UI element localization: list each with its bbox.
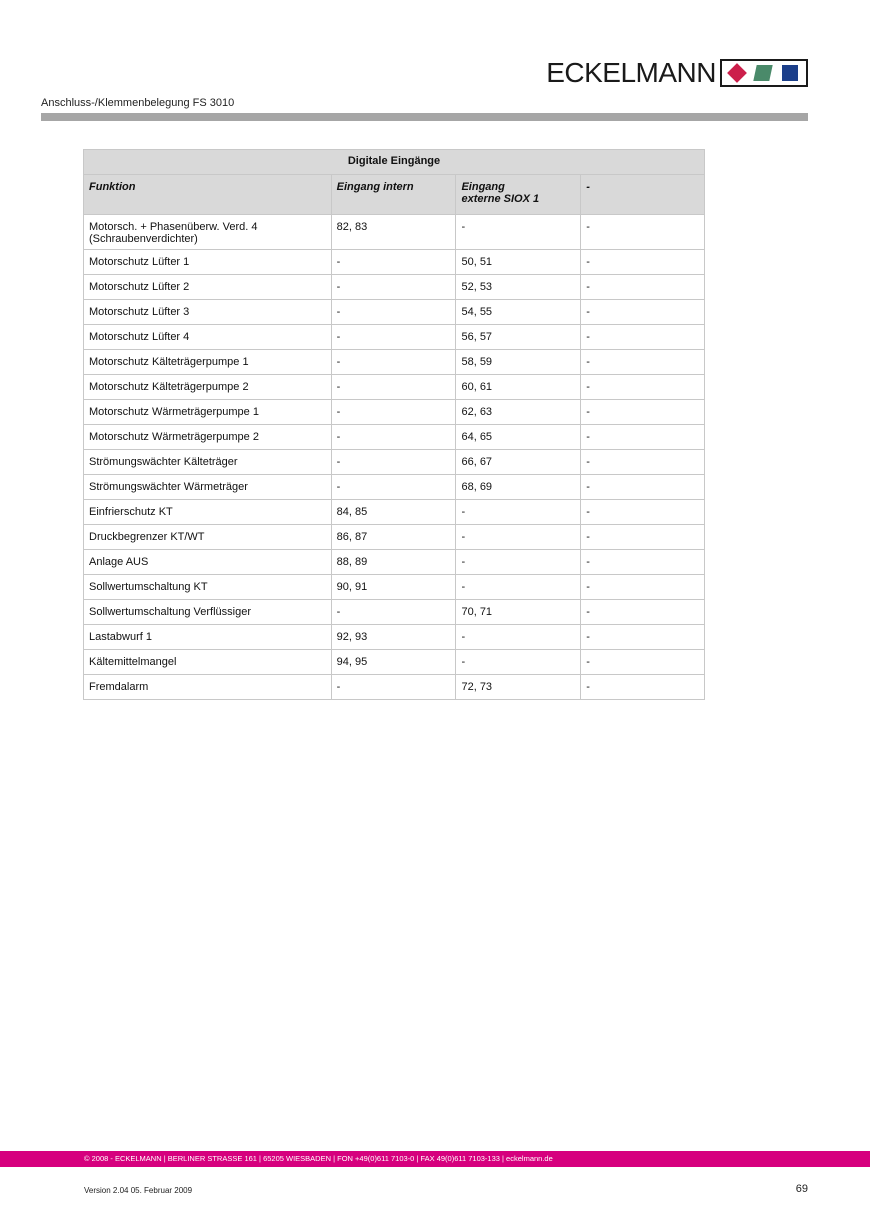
cell-eingang-extern: 64, 65 (456, 425, 581, 450)
cell-eingang-intern: 86, 87 (331, 525, 456, 550)
cell-extra: - (581, 350, 705, 375)
table-row (84, 625, 705, 650)
table-row (84, 550, 705, 575)
funktion-text: Motorschutz Lüfter 3 (89, 306, 190, 318)
funktion-text: Kältemittelmangel (89, 656, 177, 668)
funktion-text: Druckbegrenzer KT/WT (89, 531, 205, 543)
cell-eingang-extern: - (456, 215, 581, 250)
cell-extra: - (581, 550, 705, 575)
cell-funktion (84, 625, 332, 650)
column-header-extern-line2: externe SIOX 1 (461, 193, 540, 205)
cell-extra: - (581, 425, 705, 450)
funktion-text: Sollwertumschaltung KT (89, 581, 208, 593)
cell-eingang-extern: 70, 71 (456, 600, 581, 625)
cell-eingang-extern: 54, 55 (456, 300, 581, 325)
cell-eingang-intern: - (331, 600, 456, 625)
cell-eingang-intern: - (331, 675, 456, 700)
cell-eingang-extern: 50, 51 (456, 250, 581, 275)
table-row (84, 350, 705, 375)
cell-eingang-intern: 82, 83 (331, 215, 456, 250)
cell-funktion (84, 300, 332, 325)
funktion-subtext: (Schraubenverdichter) (89, 233, 198, 245)
logo-red-diamond-icon (727, 63, 747, 83)
cell-extra: - (581, 215, 705, 250)
cell-eingang-intern: - (331, 325, 456, 350)
cell-eingang-intern: - (331, 250, 456, 275)
cell-eingang-extern: 52, 53 (456, 275, 581, 300)
document-title: Anschluss-/Klemmenbelegung FS 3010 (41, 97, 235, 109)
cell-extra: - (581, 300, 705, 325)
cell-extra: - (581, 375, 705, 400)
cell-funktion (84, 650, 332, 675)
funktion-text: Motorschutz Kälteträgerpumpe 1 (89, 356, 249, 368)
cell-eingang-extern: 68, 69 (456, 475, 581, 500)
header-divider-bar (41, 113, 808, 121)
table-row (84, 675, 705, 700)
cell-eingang-extern: - (456, 650, 581, 675)
cell-funktion (84, 600, 332, 625)
cell-funktion (84, 215, 332, 250)
cell-eingang-extern: - (456, 575, 581, 600)
funktion-text: Einfrierschutz KT (89, 506, 173, 518)
table-row (84, 600, 705, 625)
logo-wordmark: ECKELMANN (546, 57, 716, 88)
cell-eingang-extern: - (456, 525, 581, 550)
cell-funktion (84, 400, 332, 425)
cell-funktion (84, 675, 332, 700)
page-number: 69 (795, 1183, 808, 1195)
cell-eingang-extern: 58, 59 (456, 350, 581, 375)
cell-funktion (84, 275, 332, 300)
funktion-text: Motorschutz Lüfter 2 (89, 281, 190, 293)
cell-eingang-extern: - (456, 550, 581, 575)
column-header-eingang-extern (456, 175, 581, 215)
cell-extra: - (581, 600, 705, 625)
table-row (84, 500, 705, 525)
table-row (84, 300, 705, 325)
funktion-text: Fremdalarm (89, 681, 149, 693)
footer-contact: © 2008 - ECKELMANN | BERLINER STRASSE 161 | 65205 WIESBADEN | FON +49(0)611 7103-0 | FAX 49(0)611 7103-133 | eckelmann.de (84, 1154, 553, 1163)
funktion-text: Lastabwurf 1 (89, 631, 152, 643)
table-row (84, 525, 705, 550)
column-header-funktion: Funktion (84, 175, 332, 215)
table-row (84, 575, 705, 600)
cell-eingang-extern: - (456, 625, 581, 650)
cell-extra: - (581, 650, 705, 675)
cell-eingang-extern: 60, 61 (456, 375, 581, 400)
table-row (84, 250, 705, 275)
funktion-text: Motorschutz Lüfter 4 (89, 331, 190, 343)
funktion-text: Motorschutz Kälteträgerpumpe 2 (89, 381, 249, 393)
cell-eingang-intern: 84, 85 (331, 500, 456, 525)
table-row (84, 400, 705, 425)
funktion-text: Sollwertumschaltung Verflüssiger (89, 606, 252, 618)
table-body (84, 215, 705, 700)
cell-eingang-extern: 72, 73 (456, 675, 581, 700)
cell-eingang-intern: - (331, 300, 456, 325)
cell-funktion (84, 500, 332, 525)
cell-extra: - (581, 475, 705, 500)
cell-extra: - (581, 250, 705, 275)
column-header-row (84, 175, 705, 215)
funktion-text: Motorschutz Wärmeträgerpumpe 1 (89, 406, 259, 418)
funktion-text: Strömungswächter Kälteträger (89, 456, 238, 468)
cell-extra: - (581, 275, 705, 300)
table-row (84, 375, 705, 400)
cell-funktion (84, 475, 332, 500)
funktion-text: Motorsch. + Phasenüberw. Verd. 4 (89, 221, 258, 233)
cell-eingang-intern: - (331, 350, 456, 375)
cell-funktion (84, 250, 332, 275)
digital-inputs-table (83, 149, 705, 700)
cell-funktion (84, 575, 332, 600)
cell-eingang-intern: 88, 89 (331, 550, 456, 575)
funktion-text: Motorschutz Lüfter 1 (89, 256, 190, 268)
table-row (84, 450, 705, 475)
column-header-extra: - (581, 175, 705, 215)
cell-eingang-extern: 66, 67 (456, 450, 581, 475)
cell-extra: - (581, 450, 705, 475)
company-logo (546, 58, 808, 88)
cell-extra: - (581, 625, 705, 650)
cell-eingang-intern: - (331, 425, 456, 450)
cell-eingang-extern: - (456, 500, 581, 525)
cell-eingang-intern: - (331, 400, 456, 425)
cell-extra: - (581, 675, 705, 700)
cell-extra: - (581, 500, 705, 525)
column-header-extern-line1: Eingang (461, 181, 505, 193)
table-row (84, 475, 705, 500)
cell-extra: - (581, 525, 705, 550)
cell-funktion (84, 350, 332, 375)
cell-eingang-extern: 62, 63 (456, 400, 581, 425)
cell-eingang-intern: 90, 91 (331, 575, 456, 600)
cell-funktion (84, 550, 332, 575)
cell-funktion (84, 325, 332, 350)
cell-eingang-intern: 92, 93 (331, 625, 456, 650)
table-row (84, 275, 705, 300)
cell-extra: - (581, 325, 705, 350)
cell-extra: - (581, 400, 705, 425)
funktion-text: Strömungswächter Wärmeträger (89, 481, 248, 493)
table-row (84, 325, 705, 350)
table-row (84, 215, 705, 250)
cell-eingang-intern: - (331, 475, 456, 500)
cell-eingang-intern: - (331, 450, 456, 475)
cell-funktion (84, 450, 332, 475)
cell-extra: - (581, 575, 705, 600)
logo-blue-square-icon (782, 65, 798, 81)
table-caption: Digitale Eingänge (84, 150, 705, 175)
funktion-text: Motorschutz Wärmeträgerpumpe 2 (89, 431, 259, 443)
logo-emblem (720, 59, 808, 87)
version-info: Version 2.04 05. Februar 2009 (84, 1186, 193, 1195)
cell-funktion (84, 375, 332, 400)
cell-eingang-intern: - (331, 375, 456, 400)
cell-funktion (84, 425, 332, 450)
logo-green-square-icon (753, 65, 772, 81)
cell-eingang-extern: 56, 57 (456, 325, 581, 350)
cell-eingang-intern: 94, 95 (331, 650, 456, 675)
cell-eingang-intern: - (331, 275, 456, 300)
cell-funktion (84, 525, 332, 550)
table-row (84, 425, 705, 450)
funktion-text: Anlage AUS (89, 556, 149, 568)
table-row (84, 650, 705, 675)
column-header-eingang-intern: Eingang intern (331, 175, 456, 215)
